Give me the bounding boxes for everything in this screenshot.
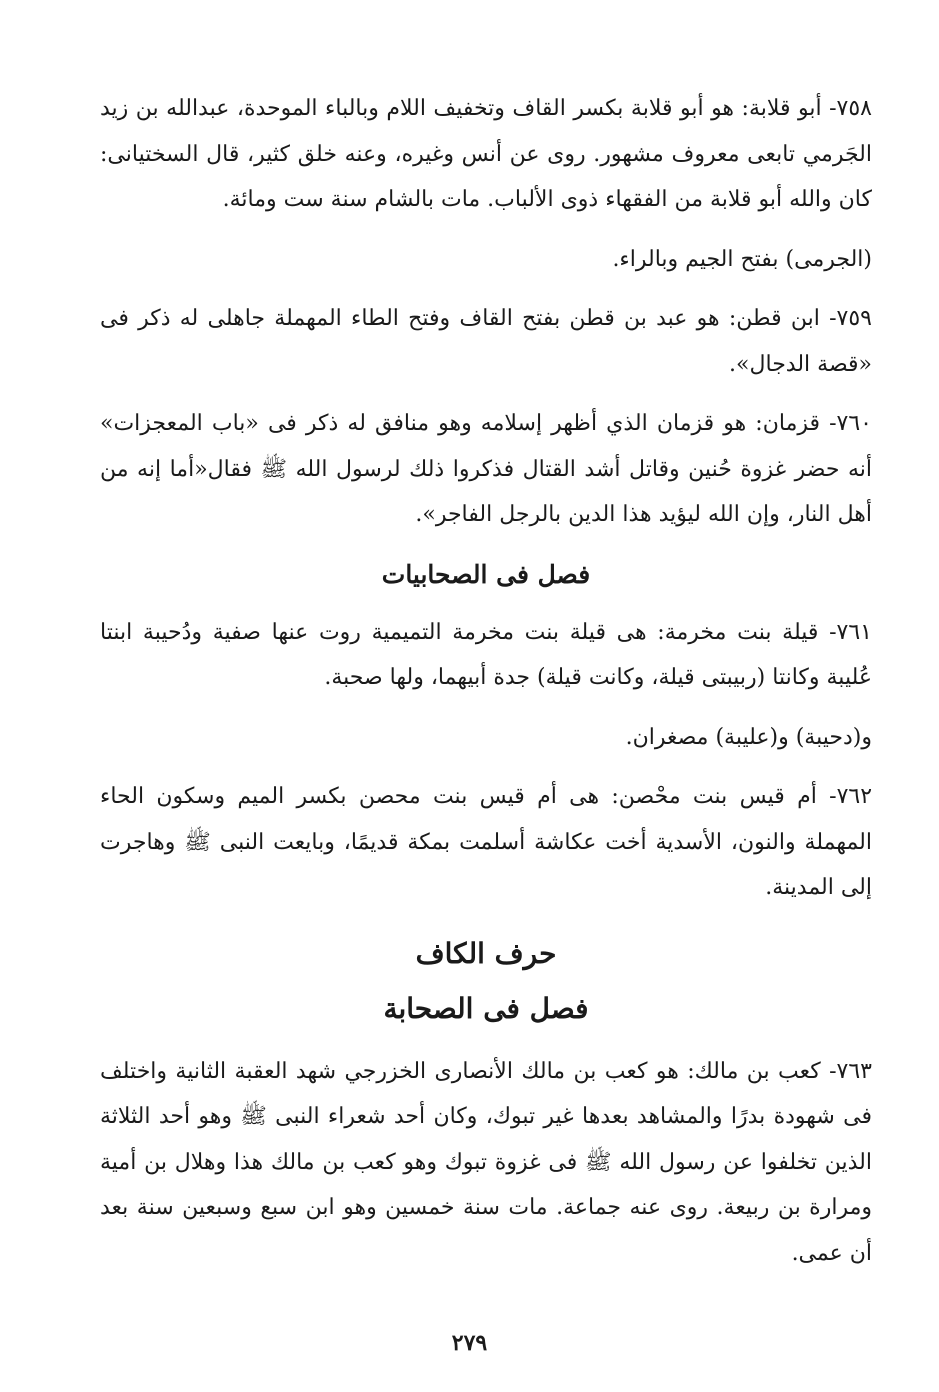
- letter-heading-kaf: حرف الكاف: [415, 936, 557, 970]
- page-number: ٢٧٩: [451, 1330, 488, 1356]
- section-heading-sahaba: فصل فى الصحابة: [383, 991, 589, 1025]
- entry-759: ٧٥٩- ابن قطن: هو عبد بن قطن بفتح القاف وفتح الطاء المهملة جاهلى له ذكر فى «قصة الدجال».: [100, 306, 872, 377]
- page-body: [100, 86, 872, 1290]
- section-heading-sahabiyat: فصل فى الصحابيات: [381, 559, 591, 589]
- entry-758: ٧٥٨- أبو قلابة: هو أبو قلابة بكسر القاف وتخفيف اللام وبالباء الموحدة، عبدالله بن زيد الجَرمي تابعى معروف مشهور. روى عن أنس وغيره، وعنه خلق كثير، قال السختيانى: كان والله أبو قلابة من الفقهاء ذوى الألباب. مات بالشام سنة ست ومائة.: [100, 96, 872, 212]
- entry-761: ٧٦١- قيلة بنت مخرمة: هى قيلة بنت مخرمة التميمية روت عنها صفية ودُحيبة ابنتا عُليبة وكانتا (ربيبتى قيلة، وكانت قيلة) جدة أبيهما، ولها صحبة.: [100, 619, 872, 690]
- entry-763: ٧٦٣- كعب بن مالك: هو كعب بن مالك الأنصارى الخزرجي شهد العقبة الثانية واختلف فى شهودة بدرًا والمشاهد بعدها غير تبوك، وكان أحد شعراء النبى ﷺ وهو أحد الثلاثة الذين تخلفوا عن رسول الله ﷺ فى غزوة تبوك وهو كعب بن مالك هذا وهلال بن أمية ومرارة بن ربيعة. روى عنه جماعة. مات سنة خمسين وهو ابن سبع وسبعين سنة بعد أن عمى.: [100, 1058, 872, 1266]
- entry-762: ٧٦٢- أم قيس بنت محْصن: هى أم قيس بنت محصن بكسر الميم وسكون الحاء المهملة والنون، الأسدية أخت عكاشة أسلمت بمكة قديمًا، وبايعت النبى ﷺ وهاجرت إلى المدينة.: [100, 784, 873, 900]
- entry-758-note: (الجرمى) بفتح الجيم وبالراء.: [612, 246, 872, 272]
- entry-761-note: و(دحيبة) و(عليبة) مصغران.: [625, 724, 872, 750]
- entry-760: ٧٦٠- قزمان: هو قزمان الذي أظهر إسلامه وهو منافق له ذكر فى «باب المعجزات» أنه حضر غزوة حُنين وقاتل أشد القتال فذكروا ذلك لرسول الله ﷺ فقال«أما إنه من أهل النار، وإن الله ليؤيد هذا الدين بالرجل الفاجر».: [100, 411, 872, 527]
